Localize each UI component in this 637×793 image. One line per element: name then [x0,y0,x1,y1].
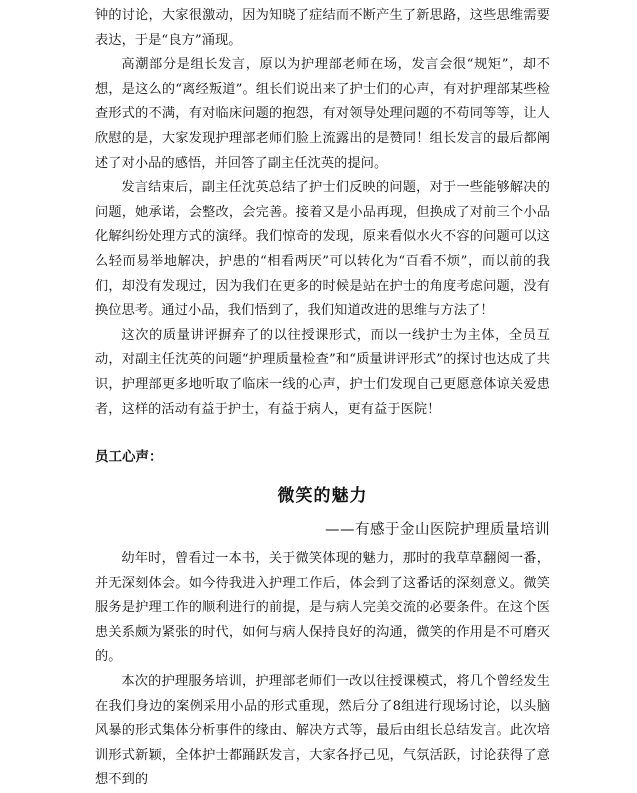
paragraph-report-1: 钟的讨论，大家很激动，因为知晓了症结而不断产生了新思路，这些思维需要表达，于是“良方”涌现。 [95,8,550,48]
article-subtitle: ——有感于金山医院护理质量培训 [325,522,550,539]
article-title: 微笑的魅力 [277,486,368,507]
paragraph-report-4: 这次的质量讲评摒弃了的以往授课形式，而以一线护士为主体，全员互动，对副主任沈英的问题“护理质量检查”和“质量讲评形式”的探讨也达成了共识，护理部更多地听取了临床一线的心声，护士们发现自己更愿意体谅关爱患者，这样的活动有益于护士，有益于病人，更有益于医院！ [95,327,550,417]
paragraph-report-2: 高潮部分是组长发言，原以为护理部老师在场，发言会很“规矩”，却不想，是这么的“离经叛道”。组长们说出来了护士们的心声，有对护理部某些检查形式的不满，有对临床问题的抱怨，有对领导处理问题的不苟同等等，让人欣慰的是，大家发现护理部老师们脸上流露出的是赞同！组长发言的最后都阐述了对小品的感悟，并回答了副主任沈英的提问。 [95,57,550,171]
paragraph-article-2: 本次的护理服务培训，护理部老师们一改以往授课模式，将几个曾经发生在我们身边的案例采用小品的形式重现，然后分了8组进行现场讨论，以头脑风暴的形式集体分析事件的缘由、解决方式等，最后由组长总结发言。此次培训形式新颖，全体护士都踊跃发言，大家各抒己见，气氛活跃，讨论获得了意想不到的 [95,674,550,788]
section-label-staff-voice: 员工心声： [95,449,163,466]
section-report [95,4,550,422]
paragraph-article-1: 幼年时，曾看过一本书，关于微笑体现的魅力，那时的我草草翻阅一番，并无深刻体会。如今待我进入护理工作后，体会到了这番话的深刻意义。微笑服务是护理工作的顺利进行的前提，是与病人完美交流的必要条件。在这个医患关系颇为紧张的时代，如何与病人保持良好的沟通，微笑的作用是不可磨灭的。 [95,551,550,665]
section-article [95,547,550,793]
paragraph-report-3: 发言结束后，副主任沈英总结了护士们反映的问题，对于一些能够解决的问题，她承诺，会整改，会完善。接着又是小品再现，但换成了对前三个小品化解纠纷处理方式的演绎。我们惊奇的发现，原来看似水火不容的问题可以这么轻而易举地解决，护患的“相看两厌”可以转化为“百看不烦”，而以前的我们，却没有发现过，因为我们在更多的时候是站在护士的角度考虑问题，没有换位思考。通过小品，我们悟到了，我们知道改进的思维与方法了！ [95,180,550,319]
document-page [95,4,550,793]
